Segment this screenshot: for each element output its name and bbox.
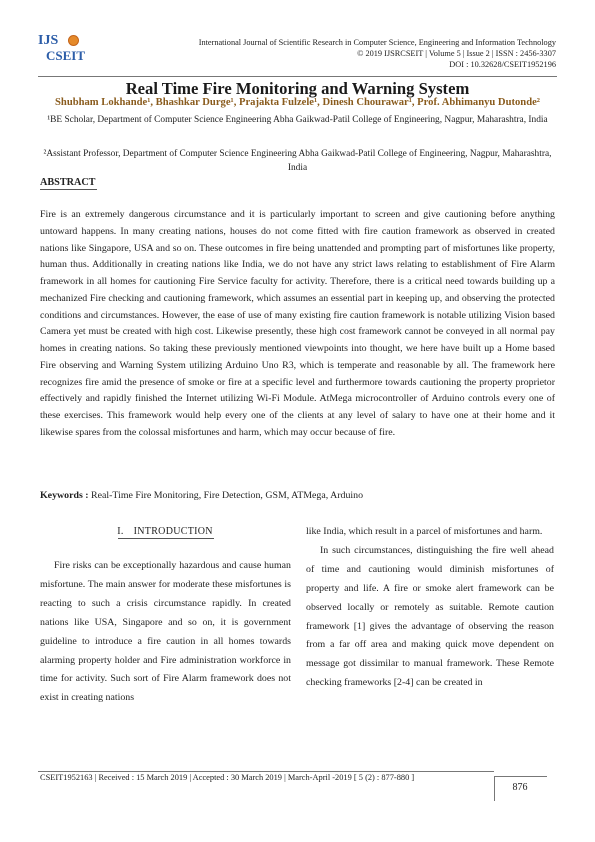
right-column	[306, 523, 554, 693]
keywords-label: Keywords :	[40, 490, 89, 501]
footer-text: CSEIT1952163 | Received : 15 March 2019 | Accepted : 30 March 2019 | March-April -2019 [ 5 (2) : 877-880 ]	[40, 773, 415, 782]
section-heading-underline	[118, 538, 214, 539]
paper-title: Real Time Fire Monitoring and Warning System	[125, 79, 470, 98]
logo-text-ijs: IJS	[38, 33, 59, 48]
globe-icon	[68, 35, 79, 46]
section-heading	[40, 526, 290, 537]
affiliation-1: ¹BE Scholar, Department of Computer Science Engineering Abha Gaikwad-Patil College of Engineering, Nagpur, Maharashtra, India	[47, 115, 548, 125]
affiliation-2: ²Assistant Professor, Department of Computer Science Engineering Abha Gaikwad-Patil College of Engineering, Nagpur, Maharashtra, India	[43, 149, 552, 173]
abstract-heading: ABSTRACT	[40, 177, 96, 188]
journal-logo	[38, 33, 88, 67]
left-column	[40, 557, 291, 708]
abstract-heading-underline	[40, 189, 97, 190]
page-number: 876	[512, 782, 528, 793]
footer-divider	[38, 771, 494, 772]
section-number: I.	[117, 526, 124, 537]
intro-paragraph-1: Fire risks can be exceptionally hazardous and cause human misfortune. The main answer for moderate these misfortunes is reacting to such a crisis circumstance rapidly. In created nations like USA, Singapore and so on, it is government guideline to introduce a fire caution in all homes towards alarming property holder and Fire administration workforce in time for activity. Such sort of Fire Alarm framework does not exist in creating nations	[40, 560, 291, 704]
logo-text-cseit: CSEIT	[46, 48, 86, 63]
journal-name: International Journal of Scientific Research in Computer Science, Engineering and Information Technology	[198, 38, 556, 47]
keywords-text: Real-Time Fire Monitoring, Fire Detection, GSM, ATMega, Arduino	[88, 490, 364, 501]
author-list: Shubham Lokhande¹, Bhashkar Durge¹, Prajakta Fulzele¹, Dinesh Chourawar¹, Prof. Abhimanyu Dutonde²	[55, 97, 540, 108]
intro-paragraph-2: In such circumstances, distinguishing the fire well ahead of time and cautioning would diminish misfortunes of property and life. A fire or smoke alert framework can be observed locally or remotely as suitable. Remote caution framework [1] gives the advantage of observing the reason from a far off area and making quick move dependent on message got dissimilar to manual framework. These Remote checking frameworks [2-4] can be created in	[306, 544, 554, 689]
abstract-text: Fire is an extremely dangerous circumstance and it is particularly important to screen and give cautioning before anything untoward happens. In many creating nations, houses do not come fitted with fire caution framework as observed in created nations like Singapore, USA and so on. These outcomes in fire being unattended and prompting part of misfortunes like property, human thus. Additionally in creating nations like India, we do not have any strict laws relating to establishment of Fire Alarm framework in all homes for cautioning Fire Service faculty for activity. Therefore, there is a critical need towards building up a mechanized Fire checking and cautioning framework, which assumes an essential part in keeping up, and observing the protected conditions and circumstances. However, the ease of use of many existing fire caution framework is notable utilizing Vision based Camera yet must be created with high cost. Likewise presently, these high cost framework cannot be conveyed in all normal pay homes in creating nations. So taking these previously mentioned viewpoints into thought, we here have built up a Home based Fire observing and Warning System utilizing Arduino Uno R3, which is temperate and reasonable by all. The framework here recognizes fire amid the presence of smoke or fire at a specific level and furthermore towards cautioning the property proprietor effectively and rapidly finished the Internet utilizing Wi-Fi Module. AtMega microcontroller of Arduino controls every one of these exercises. This framework would help every one of the clients at any level of salary to have one at their home and it likewise spares from the colossal misfortunes and harm, which may occur because of fire.	[40, 209, 555, 438]
header-divider	[38, 76, 557, 77]
journal-issue: © 2019 IJSRCSEIT | Volume 5 | Issue 2 | ISSN : 2456-3307	[357, 49, 556, 58]
keywords	[40, 490, 363, 501]
doi: DOI : 10.32628/CSEIT1952196	[449, 60, 556, 69]
intro-paragraph-continued: like India, which result in a parcel of misfortunes and harm.	[306, 526, 543, 537]
section-title: INTRODUCTION	[133, 526, 213, 537]
